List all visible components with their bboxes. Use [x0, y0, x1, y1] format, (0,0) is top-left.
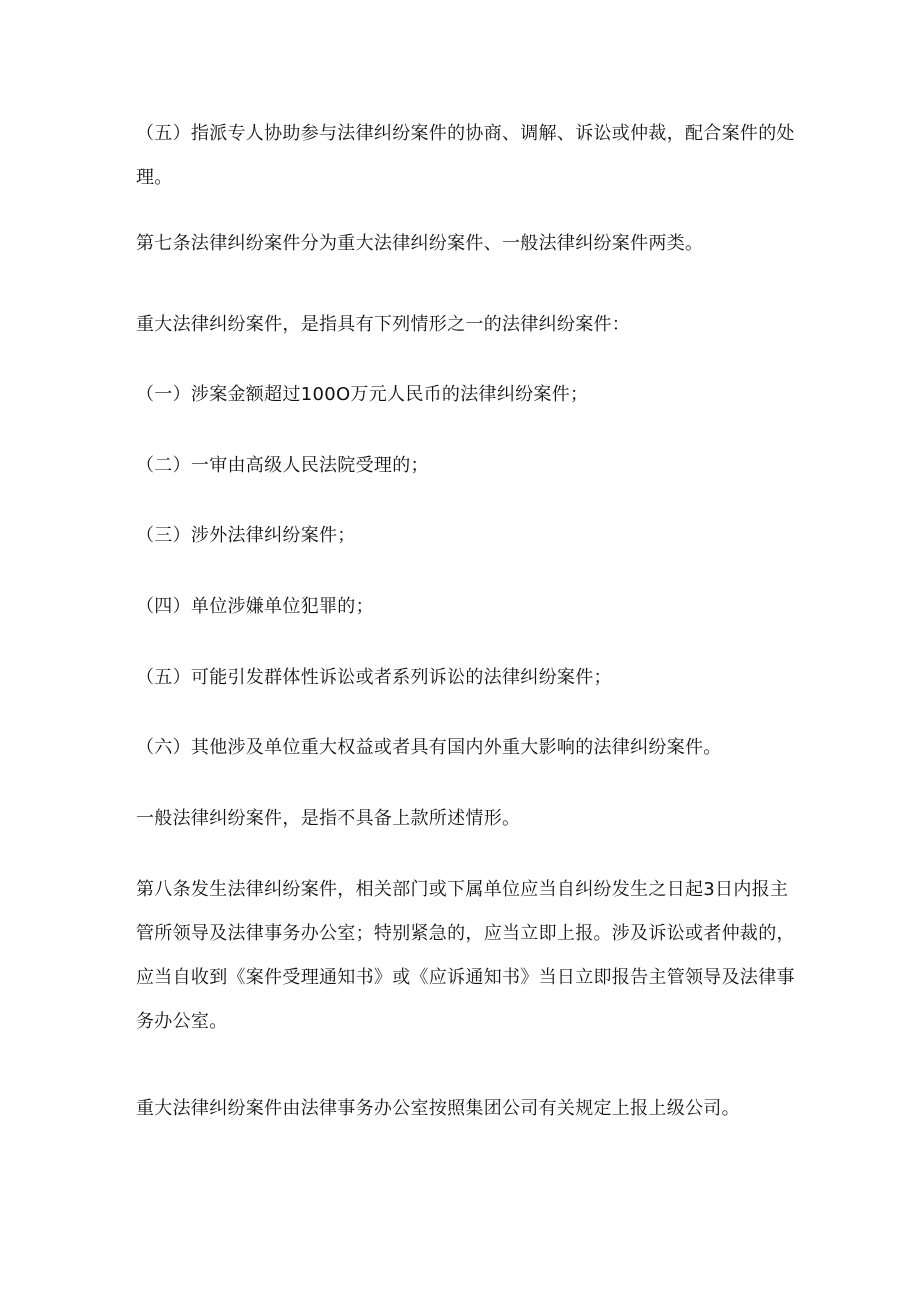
paragraph-general-case-definition: 一般法律纠纷案件，是指不具备上款所述情形。 — [136, 808, 521, 829]
paragraph-item-5-assign-staff: （五）指派专人协助参与法律纠纷案件的协商、调解、诉讼或仲裁，配合案件的处理。 — [136, 123, 795, 188]
paragraph-item-2: （二）一审由高级人民法院受理的； — [136, 455, 429, 476]
paragraph-item-3: （三）涉外法律纠纷案件； — [136, 525, 356, 546]
paragraph-article-8: 第八条发生法律纠纷案件，相关部门或下属单位应当自纠纷发生之日起3日内报主管所领导及法律事务办公室；特别紧急的，应当立即上报。涉及诉讼或者仲裁的，应当自收到《案件受理通知书》或《应诉通知书》当日立即报告主管领导及法律事务办公室。 — [136, 879, 795, 1032]
paragraph-item-5: （五）可能引发群体性诉讼或者系列诉讼的法律纠纷案件； — [136, 667, 612, 688]
paragraph-major-case-definition: 重大法律纠纷案件，是指具有下列情形之一的法律纠纷案件： — [136, 314, 631, 335]
paragraph-major-case-reporting: 重大法律纠纷案件由法律事务办公室按照集团公司有关规定上报上级公司。 — [136, 1098, 740, 1119]
paragraph-item-4: （四）单位涉嫌单位犯罪的； — [136, 596, 374, 617]
paragraph-item-6: （六）其他涉及单位重大权益或者具有国内外重大影响的法律纠纷案件。 — [136, 737, 722, 758]
paragraph-article-7: 第七条法律纠纷案件分为重大法律纠纷案件、一般法律纠纷案件两类。 — [136, 233, 704, 254]
paragraph-item-1: （一）涉案金额超过100O万元人民币的法律纠纷案件； — [136, 384, 589, 405]
